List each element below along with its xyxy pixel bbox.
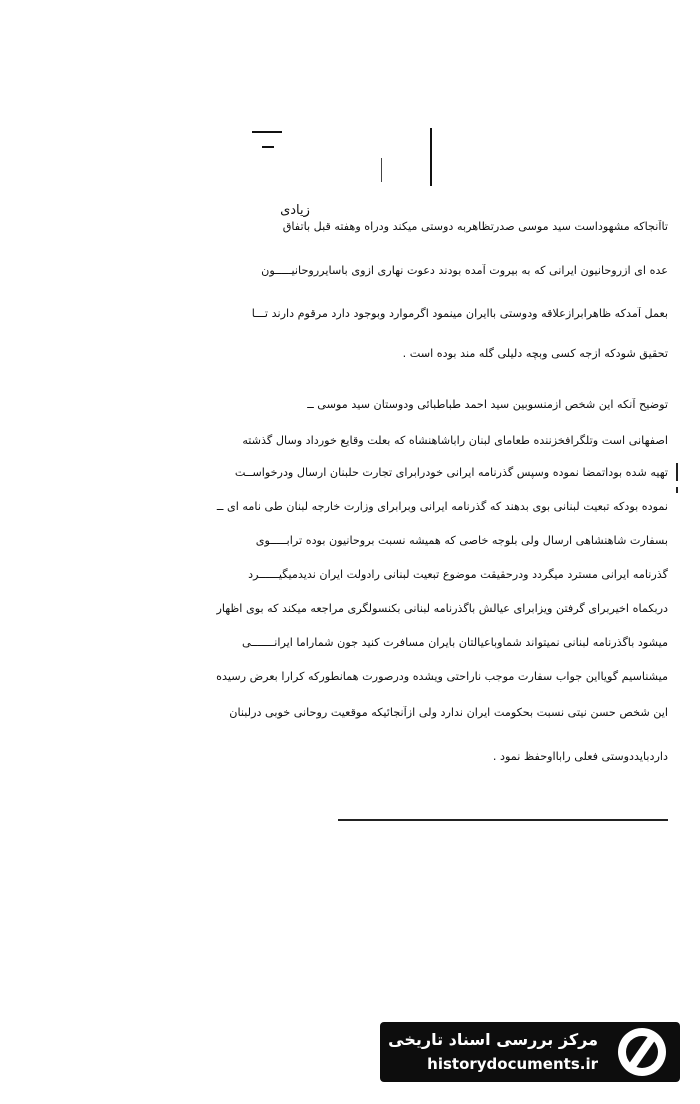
document-line-1: تاآنجاکه مشهوداست سید موسی صدرتظاهربه دوستی میکند ودراه وهفته قبل باتفاق bbox=[282, 220, 668, 233]
signature-underline bbox=[338, 819, 668, 821]
document-line-3: بعمل آمدکه ظاهرابرازعلاقه ودوستی باایران مینمود اگرموارد وبوجود دارد مرقوم دارند تـــا bbox=[251, 307, 668, 320]
header-vertical-stroke-small bbox=[381, 158, 382, 182]
watermark-url: historydocuments.ir bbox=[427, 1055, 598, 1073]
document-line-14: این شخص حسن نیتی نسبت بحکومت ایران ندارد ولی ازآنجائیکه موقعیت روحانی خوبی درلبنان bbox=[229, 706, 668, 719]
document-line-5: توضیح آنکه این شخص ازمنسوبین سید احمد طباطبائی ودوستان سید موسی ــ bbox=[307, 398, 668, 411]
watermark-logo-icon bbox=[618, 1028, 666, 1076]
document-line-10: گذرنامه ایرانی مسترد میگردد ودرحقیقت موضوع تبعیت لبنانی رادولت ایران ندیدمیگیــــــرد bbox=[248, 568, 668, 581]
header-dash-mark-small bbox=[262, 146, 274, 148]
document-line-15: داردبایددوستی فعلی رابااوحفظ نمود . bbox=[492, 750, 668, 763]
margin-mark bbox=[676, 463, 678, 481]
document-line-8: نموده بودکه تبعیت لبنانی بوی بدهند که گذرنامه ایرانی وبرابرای وزارت خارجه لبنان طی نامه ای ــ bbox=[216, 500, 668, 513]
document-line-9: بسفارت شاهنشاهی ارسال ولی بلوجه خاصی که همیشه نسبت بروحانیون بوده ترابـــــوی bbox=[255, 534, 668, 547]
document-line-7: تهیه شده بوداتمضا نموده وسپس گذرنامه ایرانی خودرابرای تجارت حلبنان ارسال ودرخواســت bbox=[234, 466, 668, 479]
header-dash-mark bbox=[252, 131, 282, 133]
document-line-2: عده ای ازروحانیون ایرانی که به بیروت آمده بودند دعوت نهاری ازوی باسایرروحانیـــــون bbox=[261, 264, 668, 277]
document-line-11: دربکماه اخیربرای گرفتن ویزابرای عیالش باگذرنامه لبنانی بکنسولگری مراجعه میکند که بوی اظهار bbox=[216, 602, 668, 615]
document-heading: زیادی bbox=[280, 203, 310, 218]
margin-mark-small bbox=[676, 487, 678, 493]
document-line-6: اصفهانی است وتلگرافخزننده طعامای لبنان راباشاهنشاه که بعلت وقایع خورداد وسال گذشته bbox=[242, 434, 668, 447]
document-line-4: تحقیق شودکه ازجه کسی وبچه دلیلی گله مند بوده است . bbox=[402, 347, 668, 360]
watermark-banner bbox=[380, 1022, 680, 1082]
watermark-title: مرکز بررسی اسناد تاریخی bbox=[388, 1030, 598, 1049]
document-line-12: میشود باگذرنامه لبنانی نمیتواند شماوباعیالتان بایران مسافرت کنید جون شماراما ایرانـــــــی bbox=[241, 636, 668, 649]
document-line-13: میشناسیم گویااین جواب سفارت موجب ناراحتی ویشده ودرصورت همانطورکه کرارا بعرض رسیده bbox=[216, 670, 668, 683]
header-vertical-stroke bbox=[430, 128, 432, 186]
